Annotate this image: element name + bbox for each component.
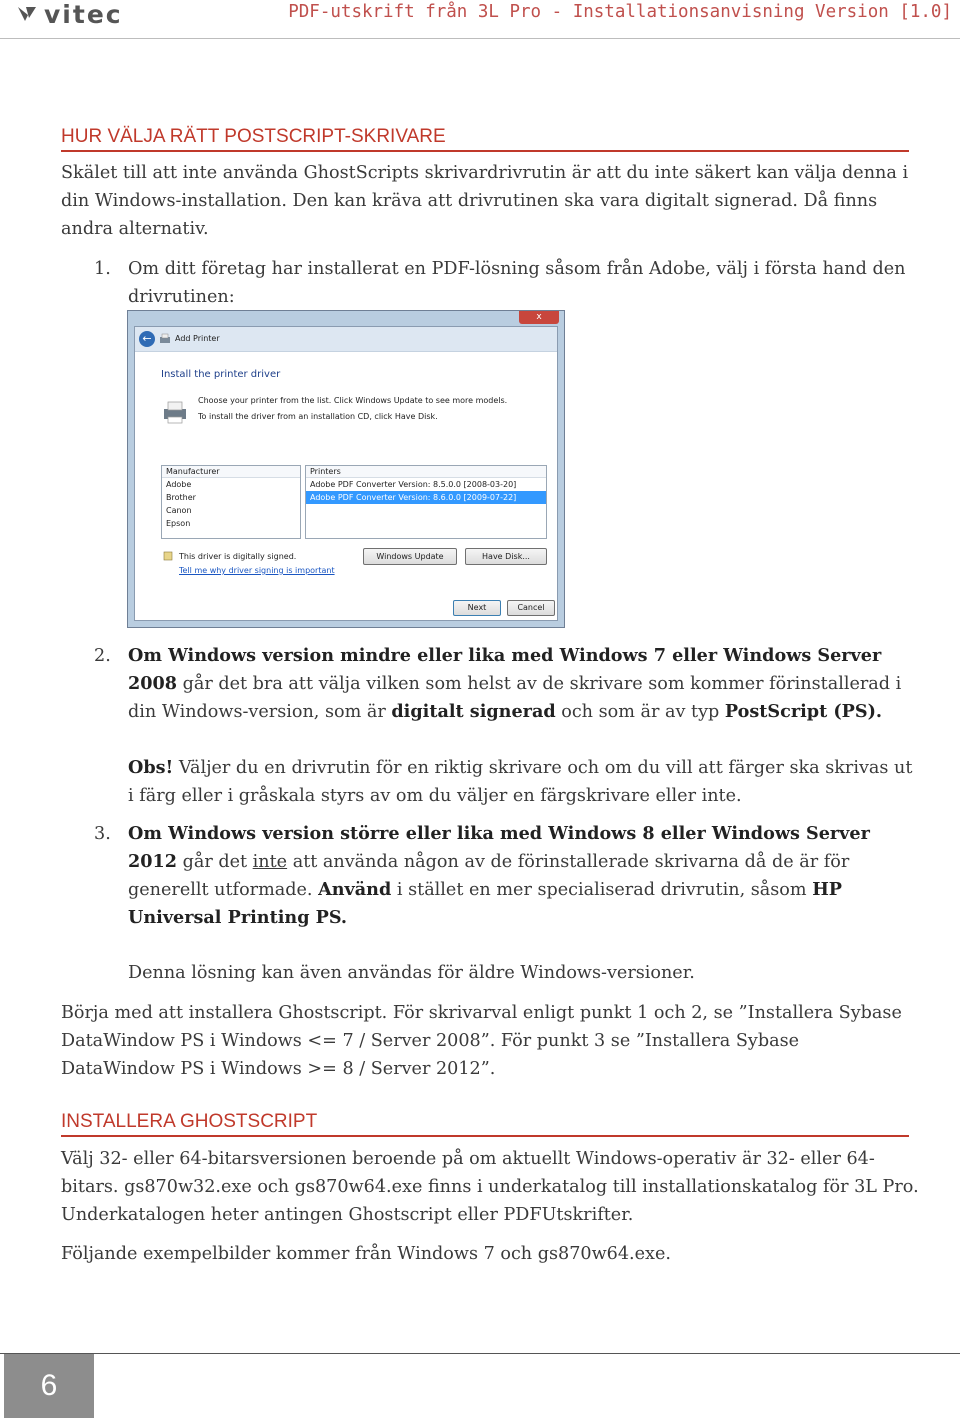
manufacturer-header: Manufacturer (162, 466, 300, 478)
printers-header: Printers (306, 466, 546, 478)
list-item-1-line1: Om ditt företag har installerat en PDF-lösning såsom från Adobe, välj i första hand den (128, 259, 906, 279)
printers-list[interactable] (305, 465, 547, 539)
list-item-1 (128, 255, 908, 311)
item2-bold-condition: Om Windows version mindre eller lika med Windows 7 eller Windows Server 2008 (128, 645, 882, 694)
footer-divider (0, 1353, 960, 1354)
windows-update-button[interactable]: Windows Update (363, 548, 457, 565)
header-divider (0, 38, 960, 39)
item2-bold-postscript: PostScript (PS). (724, 701, 883, 722)
item3-text-1: går det (182, 852, 248, 872)
list-number-3: 3. (94, 824, 111, 844)
item3-bold-hp: HP Universal Printing PS. (128, 879, 843, 928)
dialog-desc-1: Choose your printer from the list. Click Windows Update to see more models. (198, 396, 508, 405)
obs-note (128, 754, 913, 810)
item3-bold-use: Använd (318, 879, 392, 900)
list-item-1-line2: drivrutinen: (128, 287, 235, 307)
item3-text-2: att använda någon av de förinstallerade skrivarna då de är för generellt utformade. (128, 852, 850, 900)
vitec-logo (16, 0, 123, 29)
add-printer-screenshot (127, 310, 565, 628)
heading-rule (61, 150, 909, 152)
obs-label: Obs! (128, 757, 174, 778)
back-arrow-icon[interactable]: ← (139, 331, 155, 347)
signed-driver-icon (163, 551, 173, 561)
item2-text-1: går det bra att välja vilken som helst av de skrivare som kommer förinstallerad i din Windows-version, som är (128, 674, 902, 722)
vitec-logo-icon (16, 4, 38, 24)
list-number-1: 1. (94, 259, 111, 279)
item3-text-3: i stället en mer specialiserad drivrutin, såsom (396, 880, 807, 900)
manufacturer-list[interactable] (161, 465, 301, 539)
manufacturer-item[interactable]: Adobe (166, 480, 192, 489)
cancel-button[interactable]: Cancel (507, 600, 555, 616)
intro-paragraph: Skälet till att inte använda GhostScripts skrivardrivrutin är att du inte säkert kan välja denna i din Windows-installation. Den kan kräva att drivrutinen ska vara digitalt signerad. Då finns andra alternativ. (61, 163, 909, 239)
printer-icon (161, 399, 189, 425)
item2-bold-signed: digitalt signerad (391, 701, 556, 722)
item3-note: Denna lösning kan även användas för äldre Windows-versioner. (128, 963, 695, 983)
list-number-2: 2. (94, 646, 111, 666)
item3-bold-condition: Om Windows version större eller lika med Windows 8 eller Windows Server 2012 (128, 823, 870, 872)
page-number: 6 (4, 1354, 94, 1418)
section-heading-postscript: HUR VÄLJA RÄTT POSTSCRIPT-SKRIVARE (61, 126, 446, 147)
dialog-window-title: Add Printer (175, 334, 220, 343)
example-images-paragraph: Följande exempelbilder kommer från Windows 7 och gs870w64.exe. (61, 1244, 671, 1264)
dialog-desc-2: To install the driver from an installation CD, click Have Disk. (198, 412, 438, 421)
dialog-heading: Install the printer driver (161, 369, 281, 380)
manufacturer-item[interactable]: Canon (166, 506, 192, 515)
manufacturer-item[interactable]: Epson (166, 519, 191, 528)
obs-text: Väljer du en drivrutin för en riktig skrivare och om du vill att färger ska skrivas ut i färg eller i gråskala styrs av om du väljer en färgskrivare eller inte. (128, 758, 913, 806)
close-icon[interactable]: x (519, 311, 559, 324)
list-item-2 (128, 642, 913, 726)
driver-signing-link[interactable]: Tell me why driver signing is important (179, 566, 335, 575)
printer-small-icon (159, 333, 171, 345)
list-item-3 (128, 820, 913, 932)
signed-text: This driver is digitally signed. (179, 552, 297, 561)
dialog-nav-bar (135, 327, 557, 352)
printer-item-selected[interactable]: Adobe PDF Converter Version: 8.6.0.0 [2009-07-22] (306, 491, 546, 504)
document-title: PDF-utskrift från 3L Pro - Installationsanvisning Version [1.0] (288, 2, 952, 22)
printer-item[interactable]: Adobe PDF Converter Version: 8.5.0.0 [2008-03-20] (310, 480, 517, 489)
have-disk-button[interactable]: Have Disk... (465, 548, 547, 565)
logo-text: vitec (44, 0, 123, 29)
dialog-body (134, 326, 558, 621)
closing-paragraph: Börja med att installera Ghostscript. För skrivarval enligt punkt 1 och 2, se ”Installera Sybase DataWindow PS i Windows <= 7 / Server 2008”. För punkt 3 se ”Installera Sybase DataWindow PS i Windows >= 8 / Server 2012”. (61, 1003, 902, 1079)
next-button[interactable]: Next (453, 600, 501, 616)
item3-underline-inte: inte (252, 852, 288, 872)
item2-text-2: och som är av typ (561, 702, 720, 722)
manufacturer-item[interactable]: Brother (166, 493, 196, 502)
section-heading-ghostscript: INSTALLERA GHOSTSCRIPT (61, 1111, 318, 1132)
heading-rule (61, 1135, 909, 1137)
ghostscript-paragraph: Välj 32- eller 64-bitarsversionen beroende på om aktuellt Windows-operativ är 32- eller 64-bitars. gs870w32.exe och gs870w64.exe finns i underkatalog till installationskatalog för 3L Pro. Underkatalogen heter antingen Ghostscript eller PDFUtskrifter. (61, 1149, 919, 1225)
